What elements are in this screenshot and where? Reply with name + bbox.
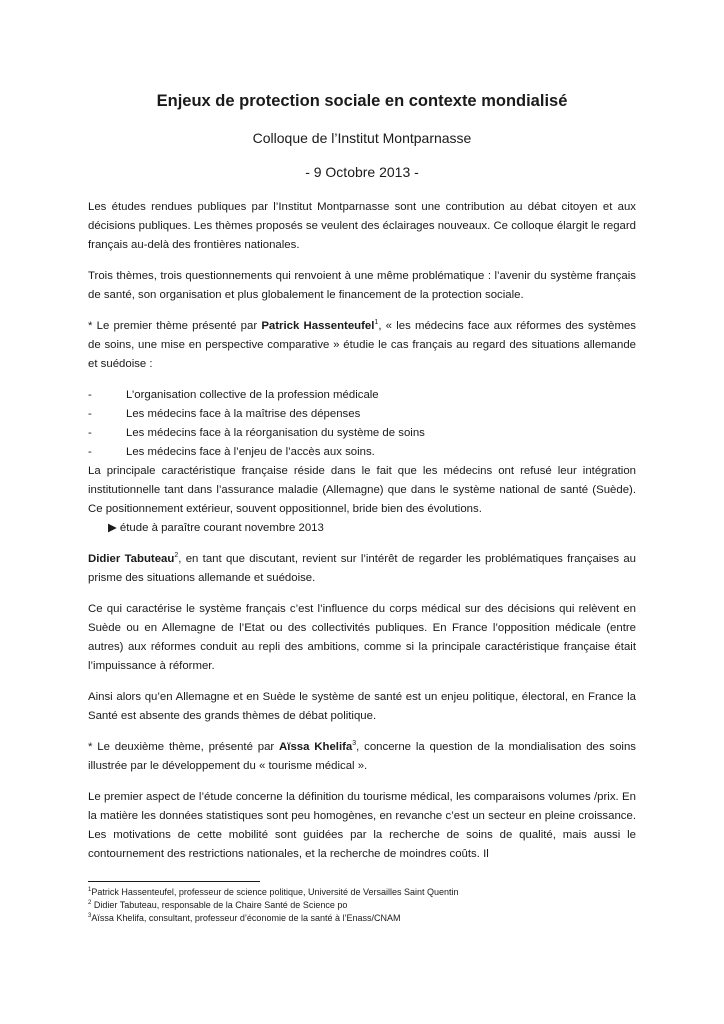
theme1-topic-list: [88, 386, 636, 462]
footnote-2: $^2$ Didier Tabuteau, responsable de la Chaire Santé de Science po: [88, 900, 348, 910]
announcement-text: étude à paraître courant novembre 2013: [116, 522, 324, 534]
list-item: - Les médecins face à la maîtrise des dépenses: [88, 405, 636, 424]
footnote-ref-1: 1: [374, 319, 379, 327]
document-title: Enjeux de protection sociale en contexte mondialisé: [156, 92, 568, 110]
theme2-paragraph: [88, 738, 636, 776]
dash-bullet: -: [88, 408, 92, 420]
arrow-icon: ▶: [108, 522, 117, 534]
list-item: - L’organisation collective de la profession médicale: [88, 386, 636, 405]
footnote-3: $^3$Aïssa Khelifa, consultant, professeur d’économie de la santé à l’Enass/CNAM: [88, 913, 401, 923]
footnote-1: $^1$Patrick Hassenteufel, professeur de science politique, Université de Versailles Saint Quentin: [88, 887, 459, 897]
document-subtitle: Colloque de l’Institut Montparnasse: [252, 130, 472, 146]
footnote-divider: [88, 881, 260, 882]
footnote-ref-2: 2: [174, 552, 179, 560]
theme2-text: , concerne la question de la mondialisation des soins illustrée par le développement du « tourisme médical ».: [88, 741, 636, 772]
list-item: - Les médecins face à l’enjeu de l’accès aux soins.: [88, 443, 636, 462]
document-date: - 9 Octobre 2013 -: [305, 164, 419, 180]
dash-bullet: -: [88, 427, 92, 439]
theme1-paragraph: [88, 317, 636, 374]
politics-paragraph: Ainsi alors qu’en Allemagne et en Suède le système de santé est un enjeu politique, électoral, en France la Santé est absente des grands thèmes de débat politique.: [88, 691, 636, 722]
intro-paragraph-1: Les études rendues publiques par l’Institut Montparnasse sont une contribution au débat citoyen et aux décisions publiques. Les thèmes proposés se veulent des éclairages nouveaux. Ce colloque élargit le regard français au-delà des frontières nationales.: [88, 201, 636, 251]
discussant-name: Didier Tabuteau: [88, 553, 175, 565]
theme1-text: , « les médecins face aux réformes des systèmes de soins, une mise en perspective comparative » étudie le cas français au regard des situations allemande et suédoise :: [88, 320, 636, 370]
medical-tourism-paragraph: Le premier aspect de l’étude concerne la définition du tourisme médical, les comparaisons volumes /prix. En la matière les données statistiques sont peu homogènes, en revanche c’est un secteur en pleine croissance. Les motivations de cette mobilité sont guidées par la recherche de soins de qualité, mais aussi le contournement des restrictions nationales, et la recherche de moindres coûts. Il: [88, 791, 636, 860]
list-item: - Les médecins face à la réorganisation du système de soins: [88, 424, 636, 443]
theme1-prefix: * Le premier thème présenté par: [88, 320, 262, 332]
theme1-conclusion: La principale caractéristique française réside dans le fait que les médecins ont refusé leur intégration institutionnelle tant dans l’assurance maladie (Allemagne) que dans le système national de santé (Suède). Ce positionnement extérieur, souvent oppositionnel, bride bien des évolutions.: [88, 465, 636, 515]
dash-bullet: -: [88, 389, 92, 401]
theme1-speaker: Patrick Hassenteufel: [261, 320, 375, 332]
dash-bullet: -: [88, 446, 92, 458]
theme2-speaker: Aïssa Khelifa: [279, 741, 353, 753]
intro-paragraph-2: Trois thèmes, trois questionnements qui renvoient à une même problématique : l’avenir du système français de santé, son organisation et plus globalement le financement de la protection sociale.: [88, 270, 636, 301]
footnote-ref-3: 3: [352, 740, 357, 748]
publication-announcement: [88, 519, 636, 538]
theme2-prefix: * Le deuxième thème, présenté par: [88, 741, 280, 753]
discussant-text: , en tant que discutant, revient sur l’intérêt de regarder les problématiques françaises au prisme des situations allemande et suédoise.: [88, 553, 637, 584]
french-system-paragraph: Ce qui caractérise le système français c’est l’influence du corps médical sur des décisions qui relèvent en Suède ou en Allemagne de l’Etat ou des collectivités publiques. En France l’opposition médicale (entre autres) aux réformes conduit au repli des ambitions, comme si la principale caractéristique française était l’impuissance à réformer.: [88, 603, 636, 672]
footnotes: [88, 886, 636, 925]
discussant-paragraph: [88, 550, 636, 588]
